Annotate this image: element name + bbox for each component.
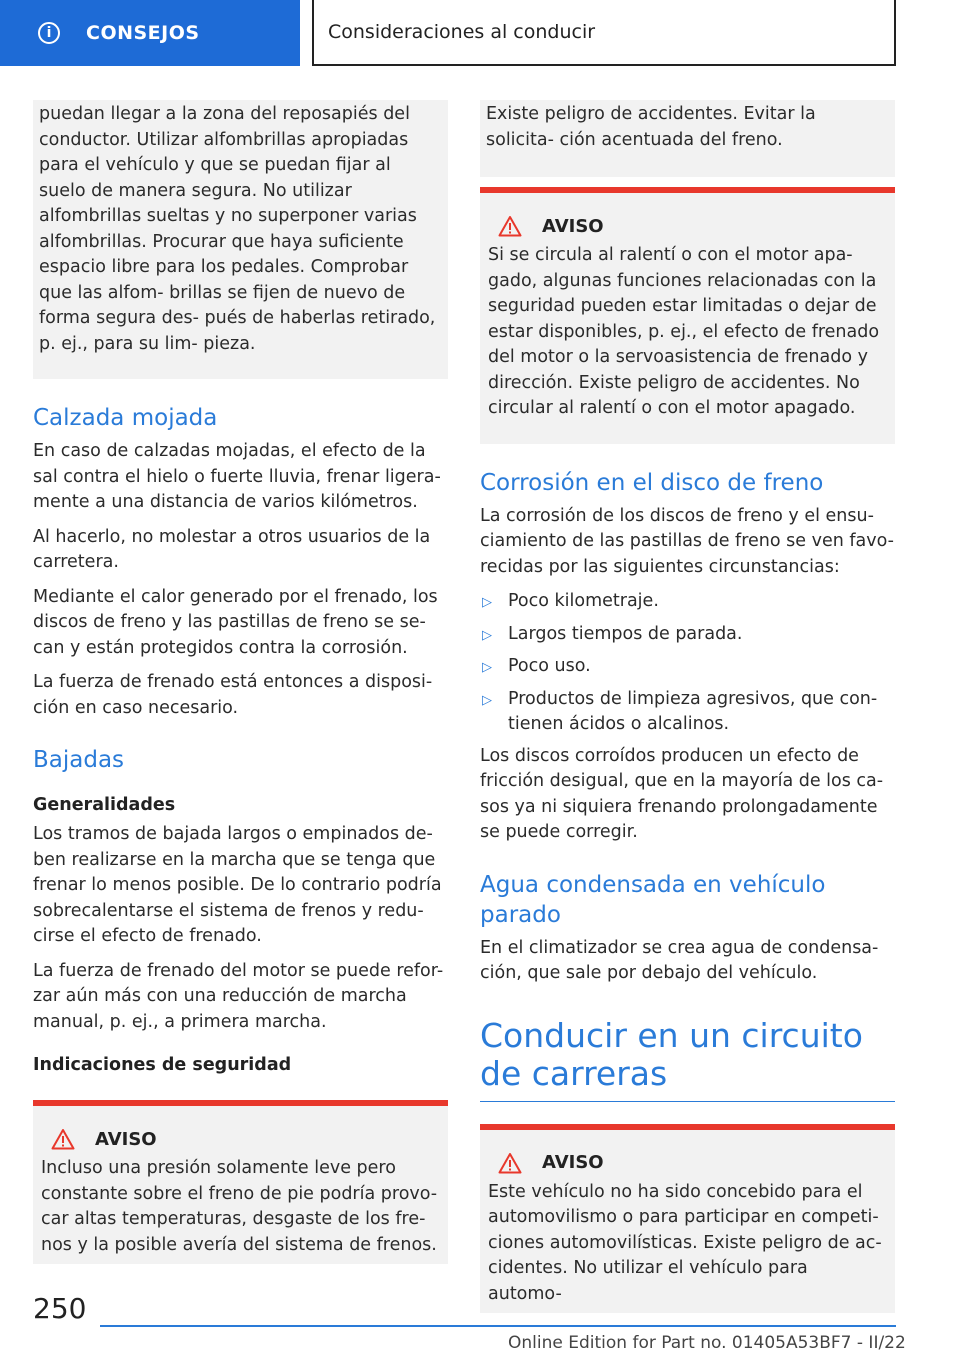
triangle-bullet-icon: ▷	[482, 692, 492, 708]
paragraph: En el climatizador se crea agua de condensa- ción, que sale por debajo del vehículo.	[480, 937, 879, 983]
heading-race-track: Conducir en un circuito de carreras	[480, 1017, 895, 1102]
section-tab-label: CONSEJOS	[86, 22, 200, 44]
paragraph: En caso de calzadas mojadas, el efecto de la sal contra el hielo o fuerte lluvia, frenar ligera- mente a una distancia de varios kilómetros.	[33, 441, 441, 512]
triangle-bullet-icon: ▷	[482, 627, 492, 643]
heading-brake-corrosion: Corrosión en el disco de freno	[480, 469, 824, 496]
circumstances-list	[480, 589, 895, 738]
heading-downhill: Bajadas	[33, 747, 125, 773]
heading-condensation: Agua condensada en vehículo parado	[480, 871, 826, 928]
info-icon: i	[38, 22, 60, 44]
list-item: ▷ Poco kilometraje.	[480, 589, 895, 616]
paragraph: Los tramos de bajada largos o empinados de- ben realizarse en la marcha que se tenga que frenar lo menos posible. De lo contrario podría sobrecalentarse el sistema de frenos y redu- cirse el efecto de frenado.	[33, 824, 442, 946]
warning-text: Este vehículo no ha sido concebido para el automovilismo o para participar en competi- ciones automovilísticas. Existe peligro de ac- cidentes. No utilizar el vehículo para automo-	[488, 1181, 882, 1304]
left-column	[33, 100, 448, 1264]
warning-title: AVISO	[95, 1128, 157, 1150]
warning-title: AVISO	[542, 1152, 604, 1173]
paragraph: La fuerza de frenado del motor se puede refor- zar aún más con una reducción de marcha manual, p. ej., a primera marcha.	[33, 960, 444, 1032]
warning-triangle-icon	[51, 1128, 75, 1150]
list-item: ▷ Productos de limpieza agresivos, que con- tienen ácidos o alcalinos.	[480, 687, 895, 738]
paragraph: Los discos corroídos producen un efecto de fricción desigual, que en la mayoría de los ca- sos ya ni siquiera frenando prolongadamente se puede corregir.	[480, 745, 884, 842]
paragraph: La fuerza de frenado está entonces a disposi- ción en caso necesario.	[33, 672, 433, 718]
subheading-safety: Indicaciones de seguridad	[33, 1055, 292, 1075]
warning-box	[480, 187, 895, 444]
continued-warning-box	[480, 100, 895, 177]
continued-note-box	[33, 100, 448, 379]
page-header	[0, 0, 960, 66]
list-item: ▷ Largos tiempos de parada.	[480, 622, 895, 649]
list-item: ▷ Poco uso.	[480, 654, 895, 681]
warning-triangle-icon	[498, 215, 522, 237]
triangle-bullet-icon: ▷	[482, 660, 492, 675]
warning-text: Si se circula al ralentí o con el motor apa- gado, algunas funciones relacionadas con la seguridad pueden estar limitadas o dejar de estar disponibles, p. ej., el efecto de frenado del motor o la servoasistencia de frenado y dirección. Existe peligro de accidentes. No circular al ralentí o con el motor apagado.	[488, 245, 880, 418]
right-column	[480, 100, 895, 1313]
continued-warning-text: Existe peligro de accidentes. Evitar la solicita- ción acentuada del freno.	[486, 104, 816, 150]
heading-wet-road: Calzada mojada	[33, 405, 218, 431]
warning-triangle-icon	[498, 1152, 522, 1174]
warning-box	[33, 1100, 448, 1264]
footer-divider	[100, 1325, 896, 1327]
warning-text: Incluso una presión solamente leve pero constante sobre el freno de pie podría provo- car altas temperaturas, desgaste de los fre- nos y la posible avería del sistema de frenos.	[41, 1158, 438, 1255]
paragraph: Mediante el calor generado por el frenado, los discos de freno y las pastillas de freno se se- can y están protegidos contra la corrosión.	[33, 586, 438, 658]
section-tab	[0, 0, 300, 66]
paragraph: Al hacerlo, no molestar a otros usuarios de la carretera.	[33, 526, 431, 572]
warning-title: AVISO	[542, 215, 604, 237]
continued-note-text: puedan llegar a la zona del reposapiés del conductor. Utilizar alfombrillas apropiadas para el vehículo y que se puedan fijar al suelo de manera segura. No utilizar alfombrillas sueltas y no superponer varias alfombrillas. Procurar que haya suficiente espacio libre para los pedales. Comprobar que las alfom- brillas se fijen de nuevo de forma segura des- pués de haberlas retirado, p. ej., para su lim- pieza.	[39, 104, 436, 354]
edition-note: Online Edition for Part no. 01405A53BF7 - II/22	[508, 1333, 906, 1353]
triangle-bullet-icon: ▷	[482, 595, 492, 610]
paragraph: La corrosión de los discos de freno y el ensu- ciamiento de las pastillas de freno se ven favo- recidas por las siguientes circunstancias:	[480, 505, 894, 577]
chapter-title: Consideraciones al conducir	[312, 0, 896, 66]
warning-box	[480, 1124, 895, 1314]
page-number: 250	[33, 1292, 87, 1325]
subheading-general: Generalidades	[33, 795, 176, 815]
